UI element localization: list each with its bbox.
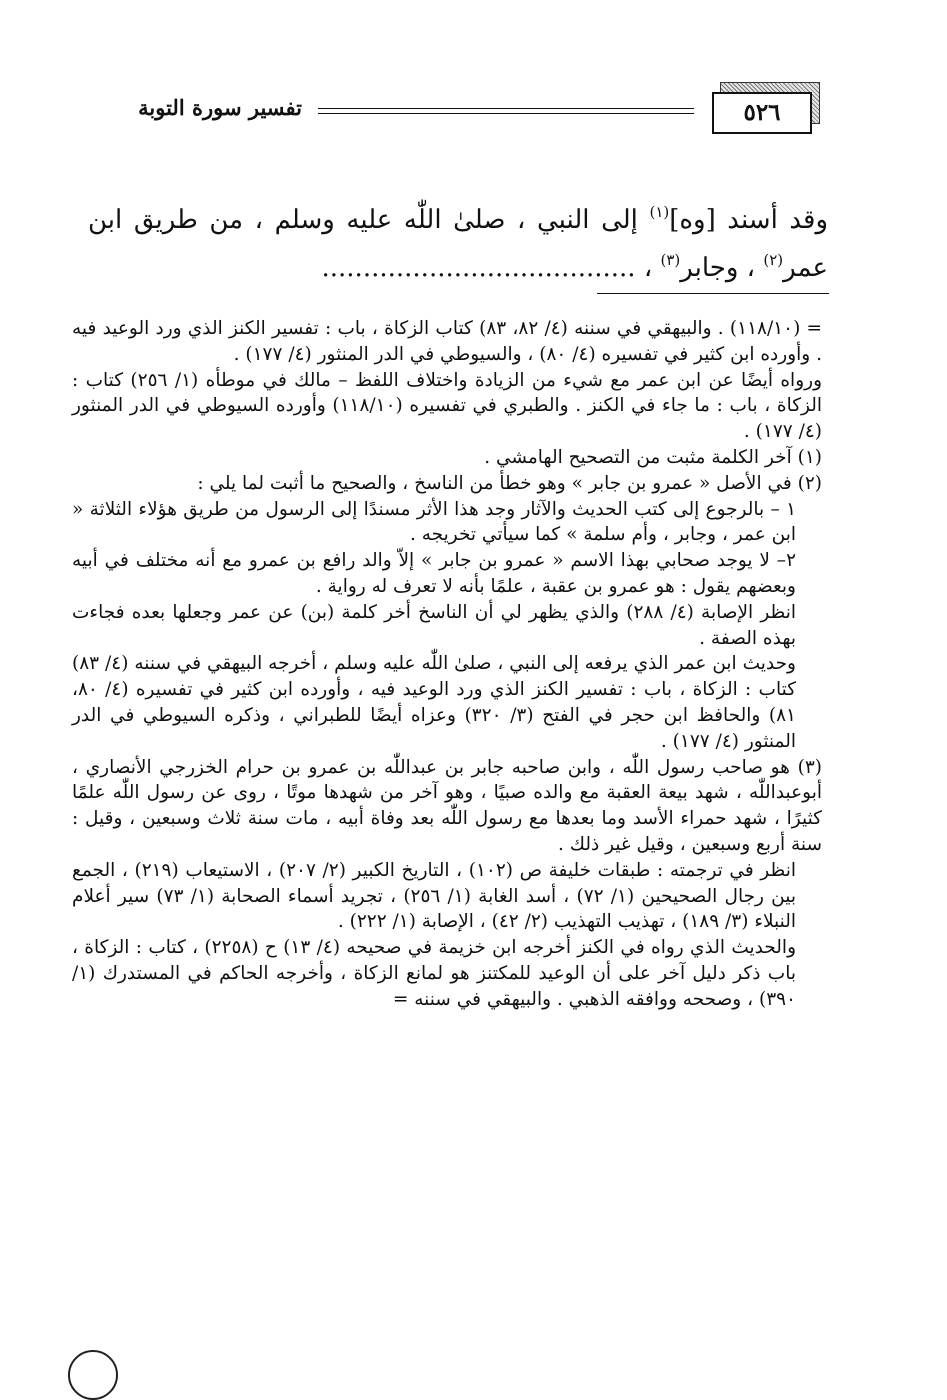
- main-text-part-3: ، وجابر: [680, 253, 764, 283]
- page-corner-circle: [68, 1350, 118, 1400]
- footnote-2-point-1: ١ – بالرجوع إلى كتب الحديث والآثار وجد هذا الأثر مسندًا إلى الرسول من طريق هؤلاء الثلاثة « ابن عمر ، وجابر ، وأم سلمة » كما سيأتي تخريجه .: [72, 498, 796, 546]
- footnote-ref-1: (١): [649, 203, 670, 221]
- footnote-ref-3: (٣): [660, 251, 681, 269]
- footnote-2-hadith: وحديث ابن عمر الذي يرفعه إلى النبي ، صلىٰ اللّٰه عليه وسلم ، أخرجه البيهقي في سننه (٤/ ٨٣) كتاب : الزكاة ، باب : تفسير الكنز الذي ورد الوعيد فيه ، وأورده ابن كثير في تفسيره (٤/ ٨٠، ٨١) والحافظ ابن حجر في الفتح (٣/ ٣٢٠) وعزاه أيضًا للطبراني ، وذكره السيوطي في الدر المنثور (٤/ ١٧٧) .: [72, 653, 796, 752]
- page-header: [0, 78, 947, 148]
- ellipsis-dots: ......................................: [321, 253, 636, 283]
- main-text: [88, 196, 828, 292]
- footnote-paragraph: = (١١٨/١٠) . والبيهقي في سننه (٤/ ٨٢، ٨٣) كتاب الزكاة ، باب : تفسير الكنز الذي ورد الوعيد فيه . وأورده ابن كثير في تفسيره (٤/ ٨٠) ، والسيوطي في الدر المنثور (٤/ ١٧٧) .: [72, 318, 823, 365]
- footnote-3: (٣) هو صاحب رسول اللّٰه ، وابن صاحبه جابر بن عبداللّٰه بن عمرو بن حرام الخزرجي الأنصاري ، أبوعبداللّٰه ، شهد بيعة العقبة مع والده صبيًا ، وهو آخر من شهدها موتًا ، روى عن رسول اللّٰه علمًا كثيرًا ، شهد حمراء الأسد وما بعدها مع رسول اللّٰه بعد وفاة أبيه ، مات سنة ثلاث وسبعين ، وقيل : سنة أربع وسبعين ، وقيل غير ذلك .: [72, 756, 822, 855]
- header-rule-bottom: [318, 113, 694, 114]
- main-text-part-2: إلى النبي ، صلىٰ اللّٰه عليه وسلم ، من طريق ابن عمر: [88, 205, 828, 283]
- page-number: ٥٢٦: [712, 92, 812, 134]
- footnote-1: (١) آخر الكلمة مثبت من التصحيح الهامشي .: [484, 446, 822, 468]
- footnote-separator: [597, 293, 829, 294]
- header-rule-top: [318, 108, 694, 109]
- footnote-ref-2: (٢): [763, 251, 784, 269]
- footnote-3-hadith: والحديث الذي رواه في الكنز أخرجه ابن خزيمة في صحيحه (٤/ ١٣) ح (٢٢٥٨) ، كتاب : الزكاة ، باب ذكر دليل آخر على أن الوعيد للمكتنز هو لمانع الزكاة ، وأخرجه الحاكم في المستدرك (١/ ٣٩٠) ، وصححه ووافقه الذهبي . والبيهقي في سننه =: [72, 937, 797, 1010]
- main-text-part-4: ،: [635, 253, 661, 283]
- page-title: تفسير سورة التوبة: [138, 95, 302, 120]
- footnote-2-point-2: ٢– لا يوجد صحابي بهذا الاسم « عمرو بن جابر » إلاّ والد رافع بن عمرو مع أنه مختلف في أبيه وبعضهم يقول : هو عمرو بن عقبة ، علمًا بأنه لا تعرف له رواية .: [72, 550, 796, 597]
- main-text-part-1: وقد أسند [وه]: [669, 205, 828, 235]
- footnote-2: (٢) في الأصل « عمرو بن جابر » وهو خطأ من الناسخ ، والصحيح ما أثبت لما يلي :: [197, 472, 822, 494]
- footnote-3-references: انظر في ترجمته : طبقات خليفة ص (١٠٢) ، التاريخ الكبير (٢/ ٢٠٧) ، الاستيعاب (٢١٩) ، الجمع بين رجال الصحيحين (١/ ٧٢) ، أسد الغابة (١/ ٢٥٦) ، تجريد أسماء الصحابة (١/ ٧٣) سير أعلام النبلاء (٣/ ١٨٩) ، تهذيب التهذيب (٢/ ٤٢) ، الإصابة (١/ ٢٢٢) .: [72, 859, 796, 933]
- footnotes: [72, 316, 822, 1013]
- footnote-2-reference: انظر الإصابة (٤/ ٢٨٨) والذي يظهر لي أن الناسخ أخر كلمة (بن) عن عمر وجعلها بعده فجاءت بهذه الصفة .: [72, 601, 796, 649]
- footnote-paragraph: ورواه أيضًا عن ابن عمر مع شيء من الزيادة واختلاف اللفظ – مالك في موطأه (١/ ٢٥٦) كتاب : الزكاة ، باب : ما جاء في الكنز . والطبري في تفسيره (١١٨/١٠) وأورده السيوطي في الدر المنثور (٤/ ١٧٧) .: [72, 369, 822, 443]
